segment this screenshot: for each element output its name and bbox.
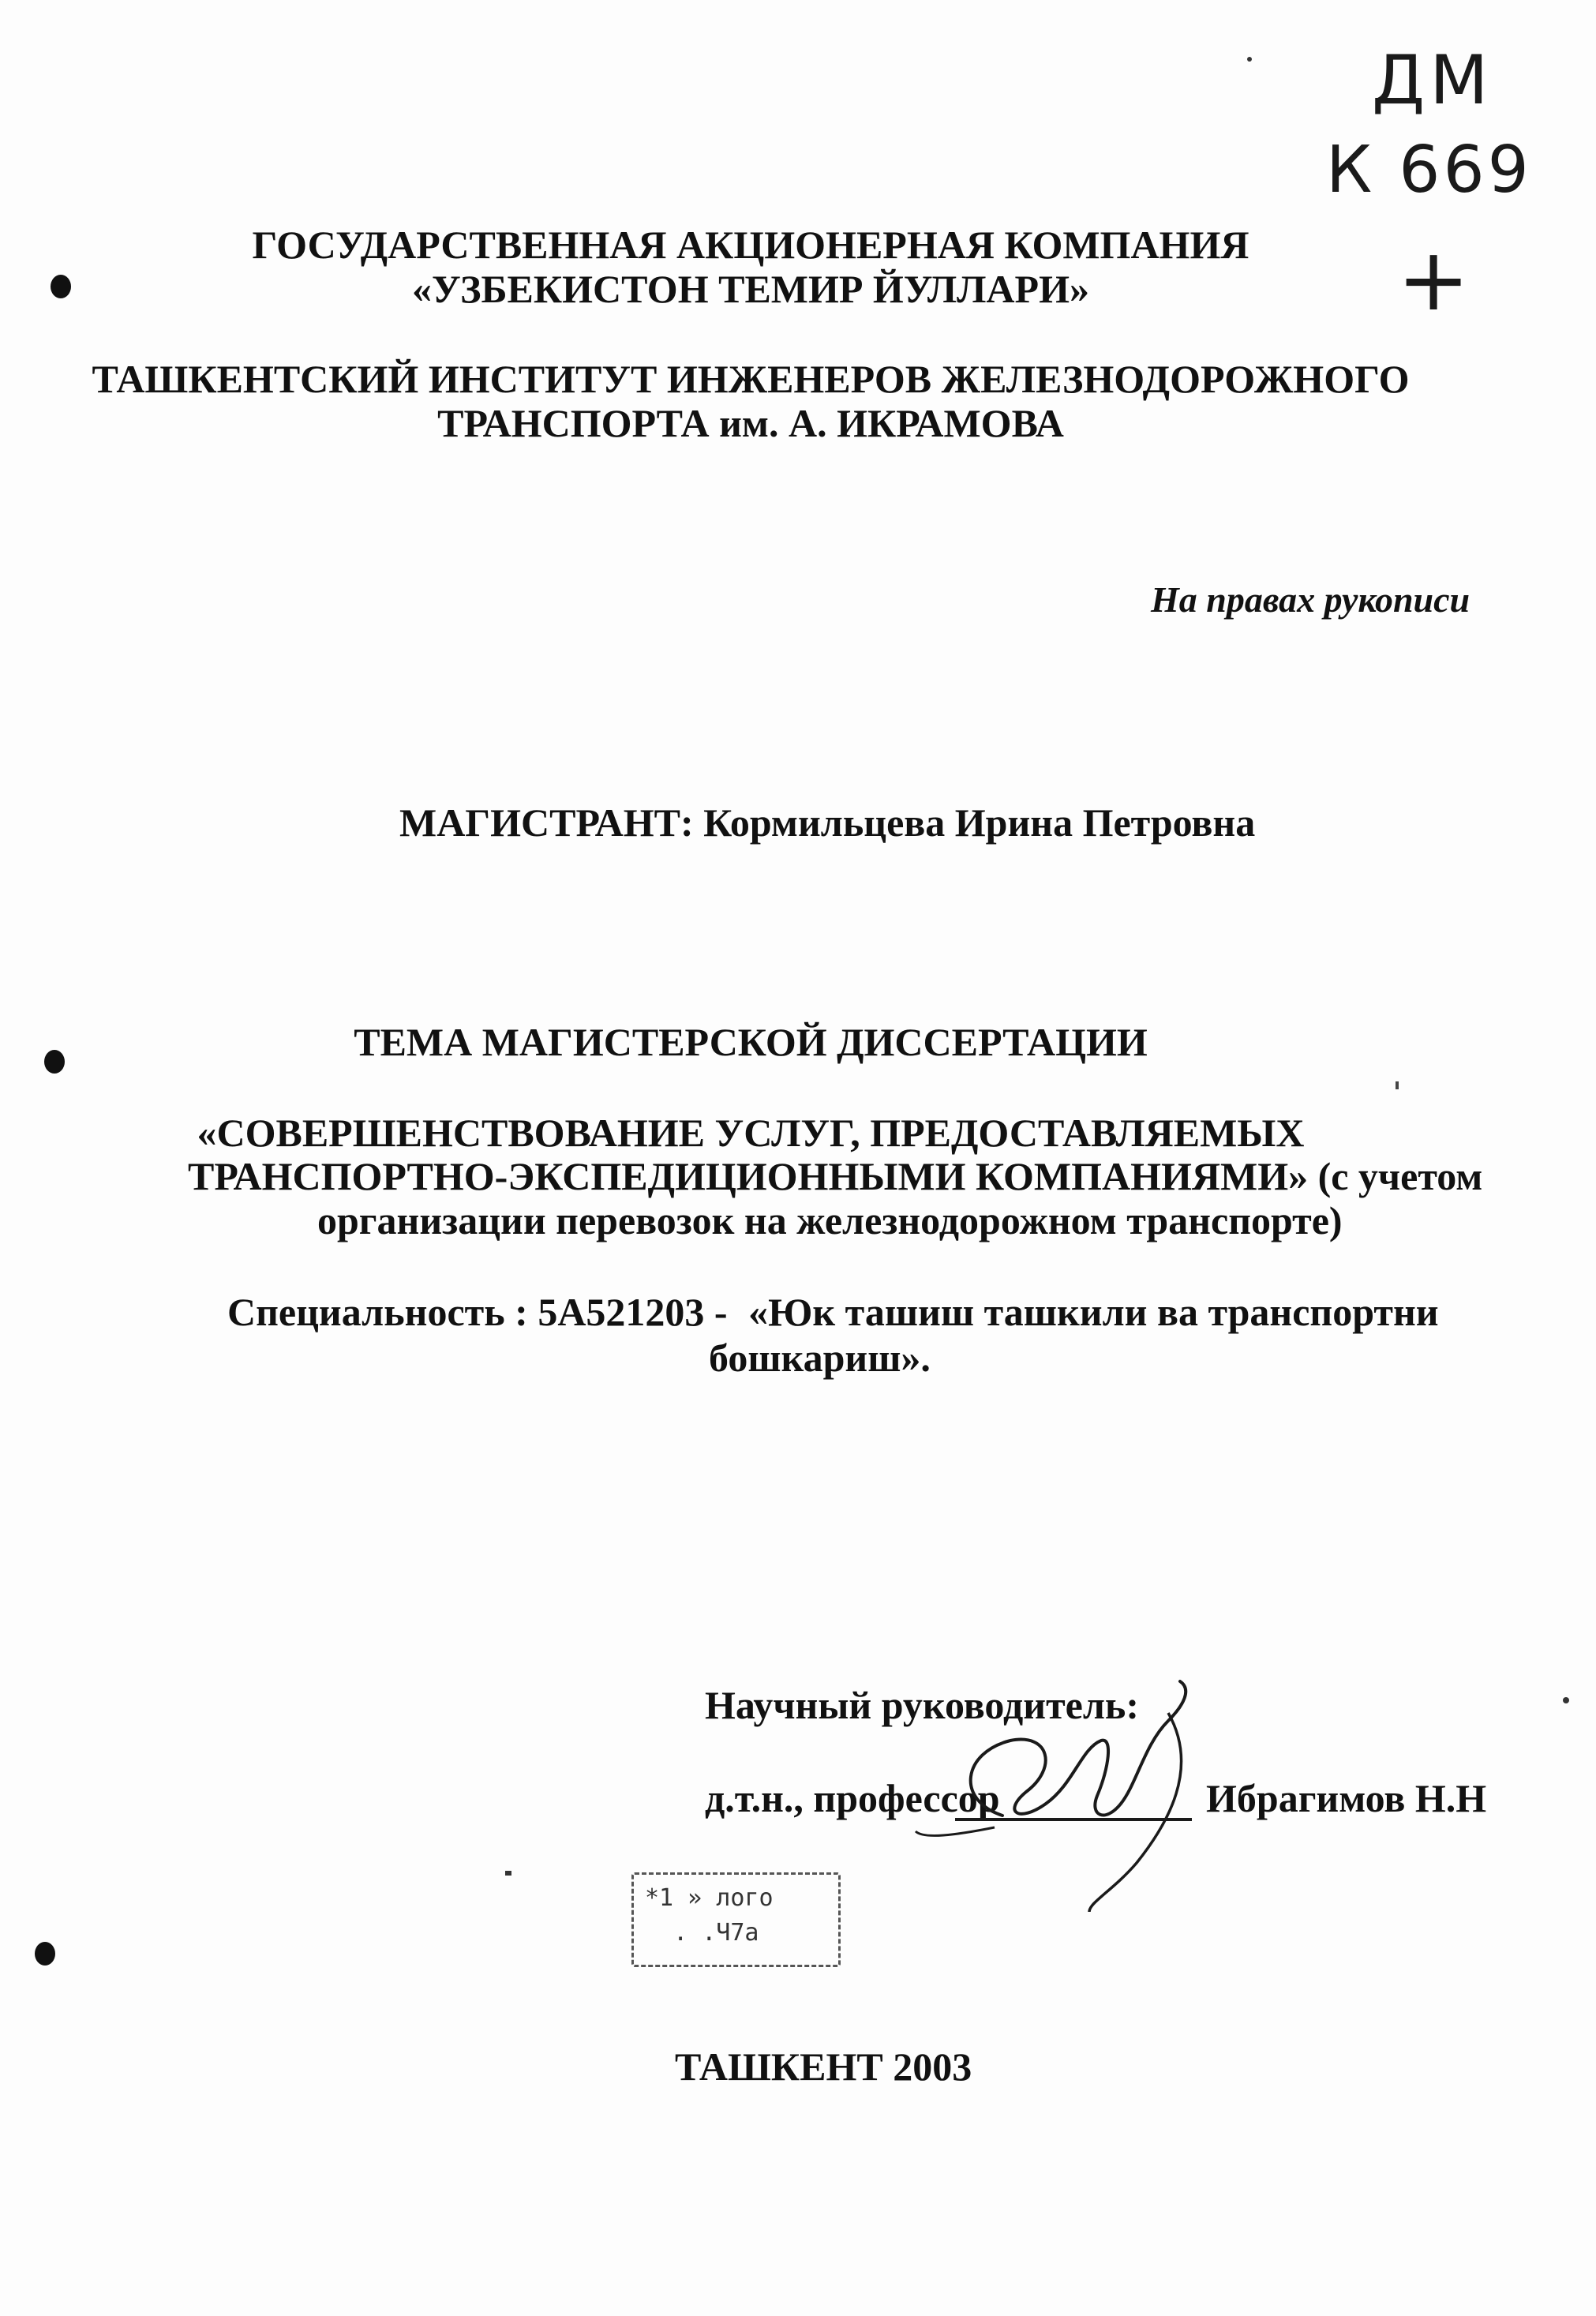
city-year: ТАШКЕНТ 2003	[675, 2044, 972, 2089]
thesis-title-line2-caps: ТРАНСПОРТНО-ЭКСПЕДИЦИОННЫМИ КОМПАНИЯМИ»	[188, 1154, 1309, 1198]
supervisor-name: Ибрагимов Н.Н	[1206, 1776, 1487, 1820]
student-line	[399, 799, 1255, 846]
supervisor-degree: д.т.н., профессор	[705, 1776, 1000, 1820]
supervisor-signature	[908, 1666, 1255, 1926]
handwritten-code-top: ДМ	[1372, 41, 1493, 120]
thesis-title-line2-rest: (с учетом	[1317, 1154, 1483, 1198]
scan-speck	[1563, 1697, 1569, 1703]
institute-name-line1: ТАШКЕНТСКИЙ ИНСТИТУТ ИНЖЕНЕРОВ ЖЕЛЕЗНОДОРОЖНОГО	[92, 357, 1410, 401]
thesis-topic-heading: ТЕМА МАГИСТЕРСКОЙ ДИССЕРТАЦИИ	[354, 1020, 1148, 1064]
specialty-code: 5А521203 -	[538, 1290, 728, 1334]
thesis-title-line1: «СОВЕРШЕНСТВОВАНИЕ УСЛУГ, ПРЕДОСТАВЛЯЕМЫХ	[197, 1111, 1305, 1155]
library-stamp: *1 » лого . .Ч7а	[631, 1872, 841, 1967]
scan-speck	[1396, 1081, 1399, 1089]
institute-name-line2: ТРАНСПОРТА им. А. ИКРАМОВА	[437, 401, 1064, 445]
specialty-name-line2: бошкариш».	[709, 1336, 931, 1380]
student-label: МАГИСТРАНТ:	[399, 800, 694, 845]
company-name-line1: ГОСУДАРСТВЕННАЯ АКЦИОНЕРНАЯ КОМПАНИЯ	[252, 223, 1249, 267]
student-name: Кормильцева Ирина Петровна	[703, 800, 1256, 845]
specialty-name-line1: «Юк ташиш ташкили ва транспортни	[748, 1290, 1439, 1334]
manuscript-note: На правах рукописи	[1151, 579, 1470, 620]
handwritten-mark: +	[1397, 229, 1470, 330]
scan-speck	[1247, 57, 1252, 62]
punch-hole-bottom	[35, 1942, 55, 1966]
thesis-title-line2	[188, 1152, 1482, 1200]
company-name-line2: «УЗБЕКИСТОН ТЕМИР ЙУЛЛАРИ»	[412, 267, 1089, 311]
supervisor-label: Научный руководитель:	[705, 1683, 1139, 1727]
specialty-label: Специальность :	[227, 1290, 528, 1334]
handwritten-code-number: К 669	[1326, 133, 1532, 208]
scan-speck	[505, 1871, 511, 1876]
specialty-line1	[227, 1288, 1439, 1336]
thesis-title-line3: организации перевозок на железнодорожном транспорте)	[317, 1198, 1343, 1242]
